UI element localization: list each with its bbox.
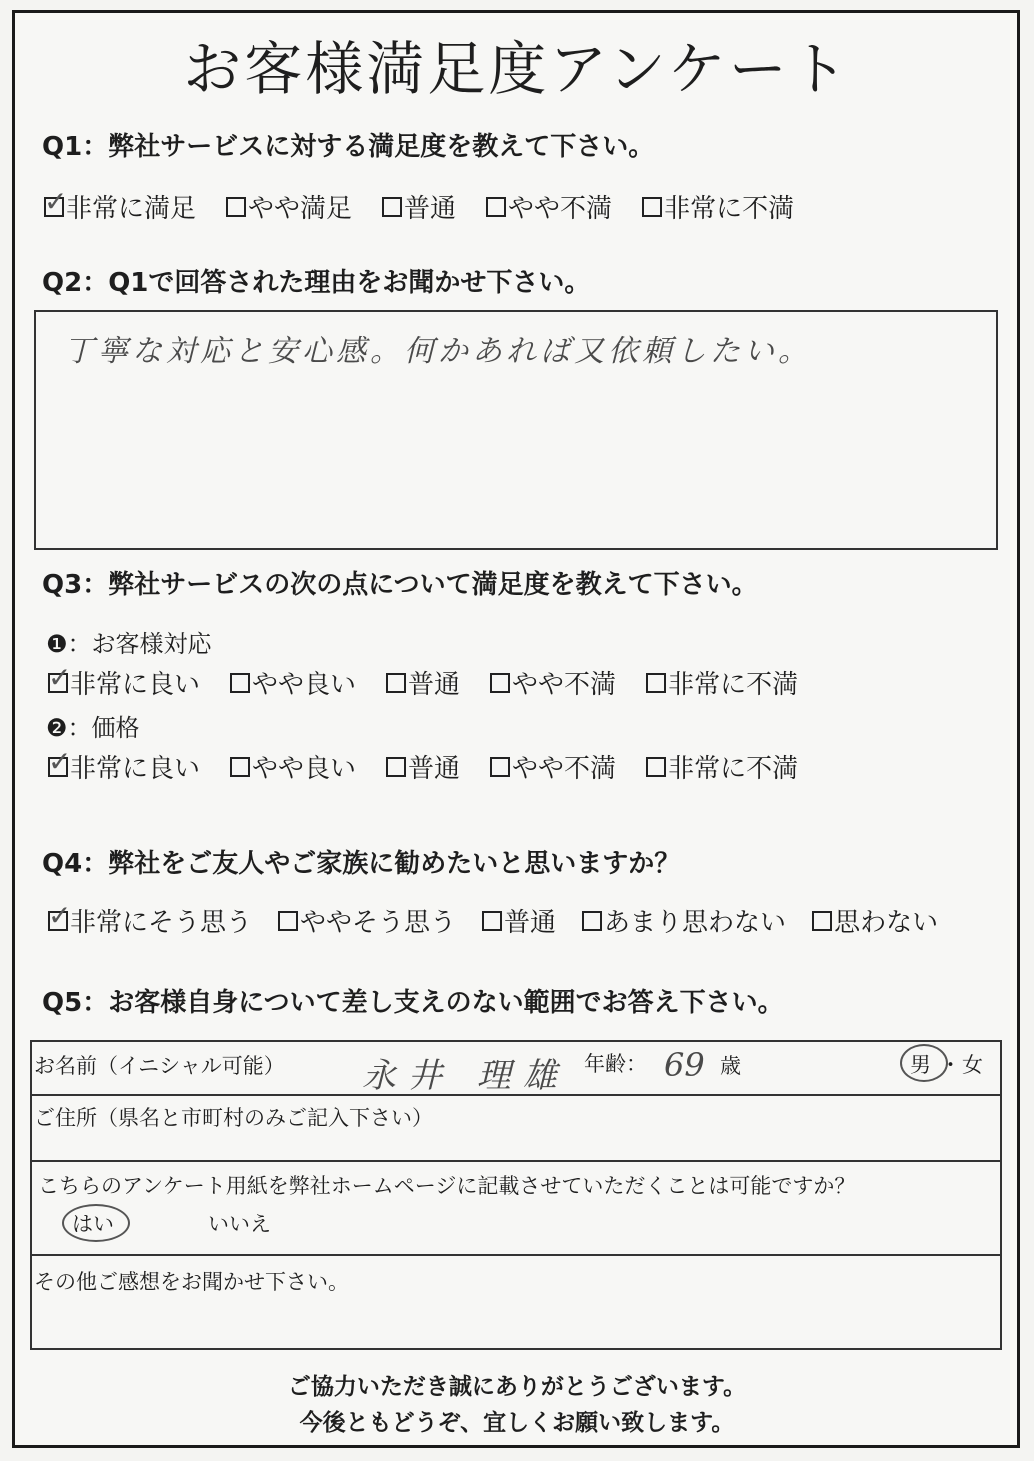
- q3-item2-label: ❷：価格: [46, 714, 140, 742]
- option-label: 普通: [408, 670, 461, 700]
- option-3[interactable]: [386, 664, 460, 701]
- option-3[interactable]: [482, 902, 556, 939]
- publish-yes[interactable]: はい: [72, 1212, 114, 1236]
- q2-answer-text: 丁寧な対応と安心感。何かあれば又依頼したい。: [64, 334, 812, 369]
- option-1[interactable]: [44, 188, 196, 225]
- checkbox-icon[interactable]: [226, 197, 246, 217]
- q2-question: Q2：Q1で回答された理由をお聞かせ下さい。: [42, 268, 591, 298]
- checkbox-icon[interactable]: [490, 673, 510, 693]
- q2-answer-box[interactable]: [34, 310, 998, 550]
- option-5[interactable]: [642, 188, 794, 225]
- checkbox-icon[interactable]: [230, 757, 250, 777]
- q3-item1-label: ❶：お客様対応: [46, 630, 212, 658]
- option-label: 非常に不満: [668, 754, 799, 784]
- checkbox-icon[interactable]: [230, 673, 250, 693]
- checkbox-icon[interactable]: [278, 911, 298, 931]
- address-label: ご住所（県名と市町村のみご記入下さい）: [34, 1106, 433, 1130]
- age-label: 年齢：: [584, 1052, 647, 1076]
- q1-question: Q1：弊社サービスに対する満足度を教えて下さい。: [42, 132, 655, 162]
- name-value[interactable]: 永井 理雄: [362, 1056, 569, 1096]
- option-label: 非常にそう思う: [70, 908, 253, 938]
- checkbox-icon[interactable]: [486, 197, 506, 217]
- option-1[interactable]: [48, 664, 200, 701]
- checkbox-icon[interactable]: [482, 911, 502, 931]
- option-2[interactable]: [230, 748, 356, 785]
- option-label: やや良い: [252, 754, 357, 784]
- option-label: 非常に不満: [668, 670, 799, 700]
- option-5[interactable]: [812, 902, 938, 939]
- checkbox-icon[interactable]: [386, 757, 406, 777]
- option-label: やや不満: [512, 754, 617, 784]
- checkbox-checked-icon[interactable]: [48, 757, 68, 777]
- gender-male[interactable]: 男: [910, 1053, 931, 1077]
- q4-options: [48, 902, 938, 939]
- option-label: 普通: [404, 194, 457, 224]
- option-label: やや良い: [252, 670, 357, 700]
- address-row[interactable]: [32, 1094, 1000, 1160]
- checkbox-icon[interactable]: [386, 673, 406, 693]
- option-label: やや不満: [512, 670, 617, 700]
- comments-label: その他ご感想をお聞かせ下さい。: [34, 1270, 349, 1294]
- checkbox-checked-icon[interactable]: [48, 673, 68, 693]
- option-1[interactable]: [48, 902, 252, 939]
- checkbox-icon[interactable]: [646, 673, 666, 693]
- option-label: 非常に不満: [664, 194, 795, 224]
- option-label: 普通: [408, 754, 461, 784]
- q1-options: [44, 188, 794, 225]
- option-4[interactable]: [486, 188, 612, 225]
- q5-question: Q5：お客様自身について差し支えのない範囲でお答え下さい。: [42, 988, 784, 1018]
- name-label: お名前（イニシャル可能）: [34, 1054, 285, 1078]
- publish-no[interactable]: いいえ: [208, 1212, 271, 1236]
- page-title: お客様満足度アンケート: [183, 35, 851, 103]
- option-label: 普通: [504, 908, 557, 938]
- q3-item2-options: [48, 748, 798, 785]
- option-2[interactable]: [278, 902, 456, 939]
- option-label: ややそう思う: [300, 908, 457, 938]
- option-3[interactable]: [382, 188, 456, 225]
- footer-line1: ご協力いただき誠にありがとうございます。: [287, 1374, 747, 1400]
- customer-info-table: [30, 1040, 1002, 1350]
- checkbox-icon[interactable]: [582, 911, 602, 931]
- q4-question: Q4：弊社をご友人やご家族に勧めたいと思いますか？: [42, 849, 681, 879]
- checkbox-icon[interactable]: [382, 197, 402, 217]
- checkbox-icon[interactable]: [490, 757, 510, 777]
- option-4[interactable]: [490, 748, 616, 785]
- option-4[interactable]: [490, 664, 616, 701]
- q3-item1-options: [48, 664, 798, 701]
- option-label: やや満足: [248, 194, 353, 224]
- footer-line2: 今後ともどうぞ、宜しくお願い致します。: [299, 1410, 735, 1436]
- age-unit: 歳: [720, 1054, 741, 1078]
- checkbox-icon[interactable]: [812, 911, 832, 931]
- option-label: あまり思わない: [604, 908, 787, 938]
- option-4[interactable]: [582, 902, 786, 939]
- publish-row: [32, 1160, 1000, 1254]
- option-label: 非常に良い: [70, 670, 201, 700]
- comments-row[interactable]: [32, 1254, 1000, 1350]
- option-label: 非常に良い: [70, 754, 201, 784]
- checkbox-checked-icon[interactable]: [48, 911, 68, 931]
- option-label: やや不満: [508, 194, 613, 224]
- option-1[interactable]: [48, 748, 200, 785]
- checkbox-checked-icon[interactable]: [44, 197, 64, 217]
- gender-female[interactable]: 女: [962, 1053, 983, 1077]
- gender-separator: ・: [940, 1053, 961, 1077]
- checkbox-icon[interactable]: [642, 197, 662, 217]
- option-label: 思わない: [834, 908, 939, 938]
- option-2[interactable]: [230, 664, 356, 701]
- option-2[interactable]: [226, 188, 352, 225]
- option-label: 非常に満足: [66, 194, 197, 224]
- option-5[interactable]: [646, 748, 798, 785]
- checkbox-icon[interactable]: [646, 757, 666, 777]
- option-3[interactable]: [386, 748, 460, 785]
- option-5[interactable]: [646, 664, 798, 701]
- publish-question: こちらのアンケート用紙を弊社ホームページに記載させていただくことは可能ですか？: [38, 1174, 856, 1198]
- age-value[interactable]: 69: [664, 1046, 705, 1084]
- q3-question: Q3：弊社サービスの次の点について満足度を教えて下さい。: [42, 570, 758, 600]
